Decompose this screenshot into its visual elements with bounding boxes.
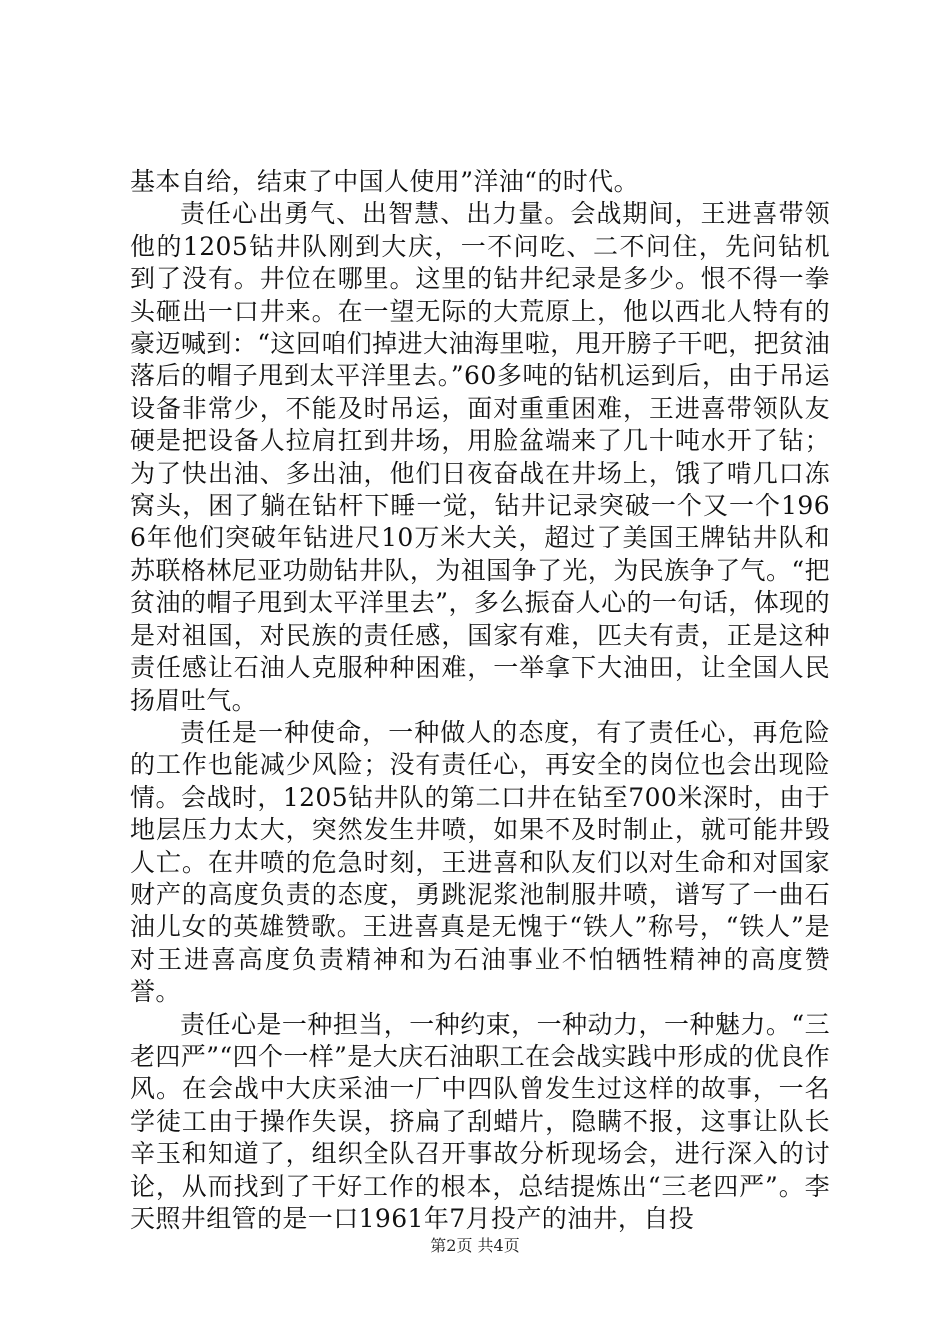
paragraph-responsibility-courage: 责任心出勇气、出智慧、出力量。会战期间，王进喜带领他的1205钻井队刚到大庆，一不问吃、二不问住，先问钻机到了没有。井位在哪里。这里的钻井纪录是多少。恨不得一拳头砸出一口井来。在一望无际的大荒原上，他以西北人特有的豪迈喊到：“这回咱们掉进大油海里啦，甩开膀子干吧，把贫油落后的帽子甩到太平洋里去。”60多吨的钻机运到后，由于吊运设备非常少，不能及时吊运，面对重重困难，王进喜带领队友硬是把设备人拉肩扛到井场，用脸盆端来了几十吨水开了钻；为了快出油、多出油，他们日夜奋战在井场上，饿了啃几口冻窝头，困了躺在钻杆下睡一觉，钻井记录突破一个又一个1966年他们突破年钻进尺10万米大关，超过了美国王牌钻井队和苏联格林尼亚功勋钻井队，为祖国争了光，为民族争了气。“把贫油的帽子甩到太平洋里去”，多么振奋人心的一句话，体现的是对祖国，对民族的责任感，国家有难，匹夫有责，正是这种责任感让石油人克服种种困难，一举拿下大油田，让全国人民扬眉吐气。: [130, 199, 830, 715]
page-number-footer: 第2页 共4页: [430, 1236, 520, 1255]
paragraph-responsibility-mission: 责任是一种使命，一种做人的态度，有了责任心，再危险的工作也能减少风险；没有责任心，再安全的岗位也会出现险情。会战时，1205钻井队的第二口井在钻至700米深时，由于地层压力太大，突然发生井喷，如果不及时制止，就可能井毁人亡。在井喷的危急时刻，王进喜和队友们以对生命和对国家财产的高度负责的态度，勇跳泥浆池制服井喷，谱写了一曲石油儿女的英雄赞歌。王进喜真是无愧于“铁人”称号，“铁人”是对王进喜高度负责精神和为石油事业不怕牺牲精神的高度赞誉。: [130, 717, 830, 1007]
document-body: [130, 166, 830, 1235]
paragraph-continuation: 基本自给，结束了中国人使用”洋油“的时代。: [130, 167, 639, 196]
paragraph-responsibility-commitment: 责任心是一种担当，一种约束，一种动力，一种魅力。“三老四严”“四个一样”是大庆石油职工在会战实践中形成的优良作风。在会战中大庆采油一厂中四队曾发生过这样的故事，一名学徒工由于操作失误，挤扁了刮蜡片，隐瞒不报，这事让队长辛玉和知道了，组织全队召开事故分析现场会，进行深入的讨论，从而找到了干好工作的根本，总结提炼出“三老四严”。李天照井组管的是一口1961年7月投产的油井，自投: [130, 1009, 830, 1233]
